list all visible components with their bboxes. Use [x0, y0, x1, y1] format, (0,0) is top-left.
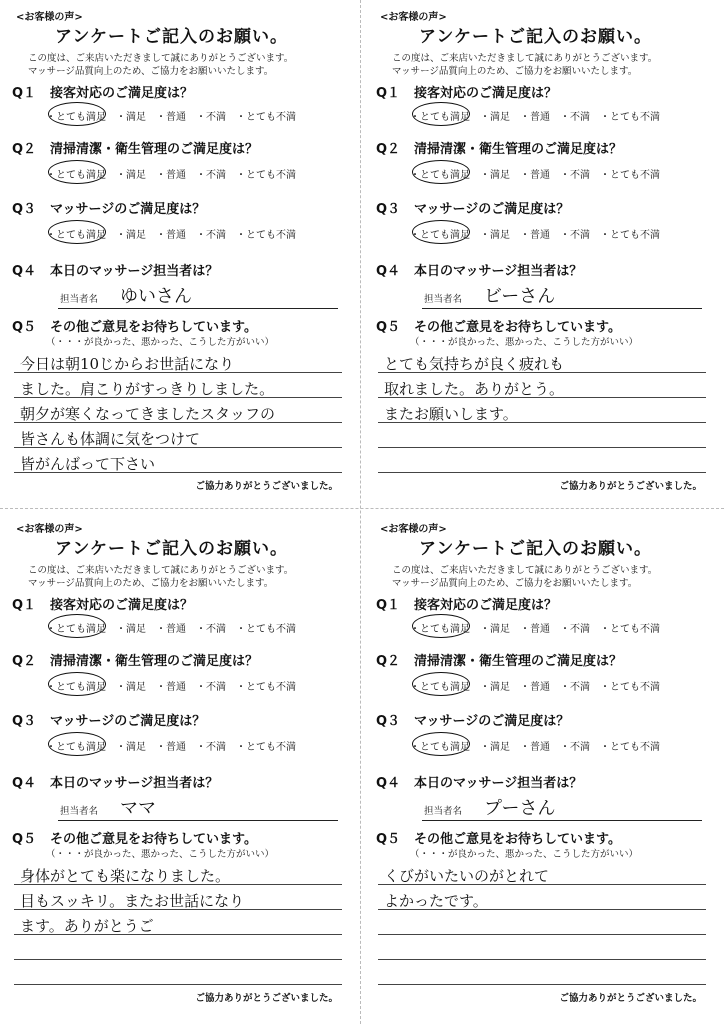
option-neutral[interactable]: ・普通 — [156, 170, 186, 181]
comment-text-line: またお願いします。 — [384, 405, 518, 423]
question-text: マッサージのご満足度は？ — [50, 714, 206, 729]
option-neutral[interactable]: ・普通 — [520, 682, 550, 693]
option-satisfied[interactable]: ・満足 — [480, 230, 510, 241]
question-number: Q５ — [376, 320, 401, 335]
option-very-dissatisfied[interactable]: ・とても不満 — [600, 112, 660, 123]
q5-hint: （・・・が良かった、悪かった、こうした方がいい） — [410, 849, 639, 860]
option-satisfied[interactable]: ・満足 — [116, 742, 146, 753]
comment-text-line: 身体がとても楽になりました。 — [20, 867, 231, 885]
question-number: Q３ — [376, 202, 401, 217]
option-very-satisfied[interactable]: ・とても満足 — [410, 624, 470, 635]
selected-circle-q2 — [48, 672, 106, 696]
selected-circle-q1 — [48, 102, 106, 126]
question-2 — [12, 138, 258, 157]
question-text: 接客対応のご満足度は？ — [414, 86, 558, 101]
option-dissatisfied[interactable]: ・不満 — [560, 682, 590, 693]
question-number: Q２ — [376, 142, 401, 157]
question-number: Q４ — [12, 776, 37, 791]
survey-title: アンケートご記入のお願い。 — [419, 539, 652, 559]
option-very-satisfied[interactable]: ・とても満足 — [46, 170, 106, 181]
option-satisfied[interactable]: ・満足 — [116, 624, 146, 635]
question-text: 接客対応のご満足度は？ — [50, 598, 194, 613]
question-text: 清掃清潔・衛生管理のご満足度は？ — [50, 142, 259, 157]
option-satisfied[interactable]: ・満足 — [116, 682, 146, 693]
option-dissatisfied[interactable]: ・不満 — [196, 230, 226, 241]
staff-label: 担当者名 — [424, 294, 463, 305]
question-3 — [12, 198, 205, 217]
voice-tag: <お客様の声> — [380, 524, 447, 535]
option-satisfied[interactable]: ・満足 — [116, 230, 146, 241]
option-neutral[interactable]: ・普通 — [156, 682, 186, 693]
intro-text — [28, 564, 293, 590]
question-number: Q５ — [12, 832, 37, 847]
staff-name-field[interactable] — [58, 284, 338, 309]
selected-circle-q1 — [412, 102, 470, 126]
question-text: その他ご意見をお待ちしています。 — [50, 832, 257, 847]
question-text: マッサージのご満足度は？ — [414, 714, 570, 729]
option-very-satisfied[interactable]: ・とても満足 — [410, 682, 470, 693]
selected-circle-q2 — [412, 672, 470, 696]
option-satisfied[interactable]: ・満足 — [480, 682, 510, 693]
comment-text-line: 目もスッキリ。またお世話になり — [20, 892, 245, 910]
question-number: Q５ — [12, 320, 37, 335]
comment-text-line: よかったです。 — [384, 892, 488, 910]
question-text: その他ご意見をお待ちしています。 — [414, 320, 621, 335]
option-neutral[interactable]: ・普通 — [520, 230, 550, 241]
question-text: 接客対応のご満足度は？ — [50, 86, 194, 101]
q5-hint: （・・・が良かった、悪かった、こうした方がいい） — [410, 337, 639, 348]
option-dissatisfied[interactable]: ・不満 — [560, 170, 590, 181]
survey-card-2 — [374, 8, 714, 492]
intro-line: マッサージ品質向上のため、ご協力をお願いいたします。 — [28, 66, 274, 77]
option-neutral[interactable]: ・普通 — [520, 742, 550, 753]
question-2 — [376, 650, 622, 669]
thanks-text: ご協力ありがとうございました。 — [559, 993, 702, 1004]
comment-line — [378, 448, 706, 473]
handwritten-comment — [384, 352, 704, 427]
question-5 — [12, 828, 257, 847]
handwritten-comment — [20, 352, 340, 477]
staff-label: 担当者名 — [424, 806, 463, 817]
question-3 — [376, 198, 569, 217]
question-number: Q４ — [12, 264, 37, 279]
option-satisfied[interactable]: ・満足 — [116, 170, 146, 181]
survey-title: アンケートご記入のお願い。 — [55, 539, 288, 559]
option-very-satisfied[interactable]: ・とても満足 — [410, 170, 470, 181]
survey-card-3 — [10, 520, 350, 1004]
option-satisfied[interactable]: ・満足 — [480, 170, 510, 181]
intro-line: この度は、ご来店いただきまして誠にありがとうございます。 — [28, 565, 294, 576]
option-very-dissatisfied[interactable]: ・とても不満 — [236, 170, 296, 181]
survey-title: アンケートご記入のお願い。 — [55, 27, 288, 47]
question-text: 本日のマッサージ担当者は？ — [50, 264, 219, 279]
question-3 — [376, 710, 569, 729]
question-1 — [376, 82, 557, 101]
question-4 — [12, 772, 218, 791]
question-4 — [376, 260, 582, 279]
option-very-satisfied[interactable]: ・とても満足 — [46, 112, 106, 123]
option-dissatisfied[interactable]: ・不満 — [560, 624, 590, 635]
voice-tag: <お客様の声> — [380, 12, 447, 23]
intro-line: マッサージ品質向上のため、ご協力をお願いいたします。 — [392, 66, 638, 77]
question-number: Q３ — [12, 714, 37, 729]
option-very-dissatisfied[interactable]: ・とても不満 — [600, 230, 660, 241]
option-very-satisfied[interactable]: ・とても満足 — [410, 112, 470, 123]
option-dissatisfied[interactable]: ・不満 — [196, 170, 226, 181]
staff-name-value: プーさん — [484, 798, 556, 819]
question-number: Q３ — [12, 202, 37, 217]
question-text: その他ご意見をお待ちしています。 — [50, 320, 257, 335]
question-text: 清掃清潔・衛生管理のご満足度は？ — [414, 142, 623, 157]
staff-label: 担当者名 — [60, 294, 99, 305]
option-neutral[interactable]: ・普通 — [156, 742, 186, 753]
question-4 — [376, 772, 582, 791]
option-very-dissatisfied[interactable]: ・とても不満 — [236, 112, 296, 123]
option-neutral[interactable]: ・普通 — [156, 112, 186, 123]
survey-title: アンケートご記入のお願い。 — [419, 27, 652, 47]
voice-tag: <お客様の声> — [16, 12, 83, 23]
thanks-text: ご協力ありがとうございました。 — [195, 993, 338, 1004]
q5-hint: （・・・が良かった、悪かった、こうした方がいい） — [46, 849, 275, 860]
option-neutral[interactable]: ・普通 — [156, 624, 186, 635]
question-5 — [376, 316, 621, 335]
option-neutral[interactable]: ・普通 — [520, 624, 550, 635]
voice-tag: <お客様の声> — [16, 524, 83, 535]
comment-text-line: 取れました。ありがとう。 — [384, 380, 565, 398]
option-very-dissatisfied[interactable]: ・とても不満 — [600, 624, 660, 635]
question-3 — [12, 710, 205, 729]
selected-circle-q1 — [412, 614, 470, 638]
question-number: Q１ — [376, 86, 401, 101]
question-number: Q４ — [376, 264, 401, 279]
question-number: Q２ — [376, 654, 401, 669]
comment-text-line: ました。肩こりがすっきりしました。 — [20, 380, 275, 398]
option-dissatisfied[interactable]: ・不満 — [196, 742, 226, 753]
option-neutral[interactable]: ・普通 — [520, 170, 550, 181]
q5-hint: （・・・が良かった、悪かった、こうした方がいい） — [46, 337, 275, 348]
question-number: Q４ — [376, 776, 401, 791]
intro-text — [392, 564, 657, 590]
comment-text-line: 皆がんばって下さい — [20, 455, 156, 473]
question-5 — [12, 316, 257, 335]
question-text: 接客対応のご満足度は？ — [414, 598, 558, 613]
option-satisfied[interactable]: ・満足 — [480, 742, 510, 753]
option-dissatisfied[interactable]: ・不満 — [196, 624, 226, 635]
option-very-satisfied[interactable]: ・とても満足 — [46, 624, 106, 635]
survey-card-4 — [374, 520, 714, 1004]
intro-line: この度は、ご来店いただきまして誠にありがとうございます。 — [28, 53, 294, 64]
option-dissatisfied[interactable]: ・不満 — [560, 742, 590, 753]
option-very-satisfied[interactable]: ・とても満足 — [410, 742, 470, 753]
option-satisfied[interactable]: ・満足 — [116, 112, 146, 123]
comment-text-line: 朝夕が寒くなってきましたスタッフの — [20, 405, 276, 423]
option-satisfied[interactable]: ・満足 — [480, 112, 510, 123]
selected-circle-q3 — [48, 220, 106, 244]
handwritten-comment — [384, 864, 704, 914]
option-dissatisfied[interactable]: ・不満 — [560, 112, 590, 123]
question-text: マッサージのご満足度は？ — [414, 202, 570, 217]
comment-text-line: 皆さんも体調に気をつけて — [20, 430, 201, 448]
option-very-satisfied[interactable]: ・とても満足 — [46, 682, 106, 693]
intro-text — [392, 52, 657, 78]
intro-text — [28, 52, 293, 78]
option-dissatisfied[interactable]: ・不満 — [560, 230, 590, 241]
option-very-dissatisfied[interactable]: ・とても不満 — [236, 742, 296, 753]
option-neutral[interactable]: ・普通 — [520, 112, 550, 123]
selected-circle-q3 — [412, 220, 470, 244]
option-very-dissatisfied[interactable]: ・とても不満 — [236, 682, 296, 693]
question-number: Q５ — [376, 832, 401, 847]
question-1 — [12, 82, 193, 101]
intro-line: この度は、ご来店いただきまして誠にありがとうございます。 — [392, 53, 658, 64]
question-number: Q３ — [376, 714, 401, 729]
question-number: Q２ — [12, 654, 37, 669]
option-neutral[interactable]: ・普通 — [156, 230, 186, 241]
question-2 — [376, 138, 622, 157]
cut-line-horizontal — [0, 508, 724, 509]
comment-line — [378, 960, 706, 985]
intro-line: マッサージ品質向上のため、ご協力をお願いいたします。 — [28, 578, 274, 589]
comment-text-line: 今日は朝10じからお世話になり — [20, 355, 235, 373]
question-number: Q１ — [12, 598, 37, 613]
question-text: 本日のマッサージ担当者は？ — [414, 264, 583, 279]
intro-line: マッサージ品質向上のため、ご協力をお願いいたします。 — [392, 578, 638, 589]
option-dissatisfied[interactable]: ・不満 — [196, 682, 226, 693]
staff-name-field[interactable] — [422, 284, 702, 309]
question-number: Q１ — [12, 86, 37, 101]
thanks-text: ご協力ありがとうございました。 — [559, 481, 702, 492]
staff-name-value: ママ — [120, 798, 156, 819]
staff-name-field[interactable] — [58, 796, 338, 821]
question-text: マッサージのご満足度は？ — [50, 202, 206, 217]
handwritten-comment — [20, 864, 340, 939]
staff-name-value: ゆいさん — [120, 286, 192, 307]
thanks-text: ご協力ありがとうございました。 — [195, 481, 338, 492]
selected-circle-q1 — [48, 614, 106, 638]
option-very-dissatisfied[interactable]: ・とても不満 — [600, 682, 660, 693]
comment-line — [14, 960, 342, 985]
option-very-dissatisfied[interactable]: ・とても不満 — [236, 230, 296, 241]
staff-name-value: ビーさん — [484, 286, 556, 307]
question-text: 本日のマッサージ担当者は？ — [414, 776, 583, 791]
option-very-satisfied[interactable]: ・とても満足 — [46, 230, 106, 241]
option-very-dissatisfied[interactable]: ・とても不満 — [600, 170, 660, 181]
question-4 — [12, 260, 218, 279]
cut-line-vertical — [360, 0, 361, 1024]
comment-text-line: ます。ありがとうご — [20, 917, 154, 935]
selected-circle-q3 — [412, 732, 470, 756]
comment-text-line: くびがいたいのがとれて — [384, 867, 550, 885]
question-1 — [12, 594, 193, 613]
option-very-dissatisfied[interactable]: ・とても不満 — [236, 624, 296, 635]
question-2 — [12, 650, 258, 669]
survey-card-1 — [10, 8, 350, 492]
question-number: Q１ — [376, 598, 401, 613]
question-1 — [376, 594, 557, 613]
question-5 — [376, 828, 621, 847]
intro-line: この度は、ご来店いただきまして誠にありがとうございます。 — [392, 565, 658, 576]
option-satisfied[interactable]: ・満足 — [480, 624, 510, 635]
selected-circle-q2 — [412, 160, 470, 184]
question-text: 清掃清潔・衛生管理のご満足度は？ — [50, 654, 259, 669]
option-dissatisfied[interactable]: ・不満 — [196, 112, 226, 123]
option-very-satisfied[interactable]: ・とても満足 — [46, 742, 106, 753]
question-text: その他ご意見をお待ちしています。 — [414, 832, 621, 847]
selected-circle-q2 — [48, 160, 106, 184]
question-text: 清掃清潔・衛生管理のご満足度は？ — [414, 654, 623, 669]
option-very-dissatisfied[interactable]: ・とても不満 — [600, 742, 660, 753]
staff-label: 担当者名 — [60, 806, 99, 817]
option-very-satisfied[interactable]: ・とても満足 — [410, 230, 470, 241]
question-number: Q２ — [12, 142, 37, 157]
comment-line — [378, 935, 706, 960]
comment-text-line: とても気持ちが良く疲れも — [384, 355, 565, 373]
selected-circle-q3 — [48, 732, 106, 756]
staff-name-field[interactable] — [422, 796, 702, 821]
question-text: 本日のマッサージ担当者は？ — [50, 776, 219, 791]
